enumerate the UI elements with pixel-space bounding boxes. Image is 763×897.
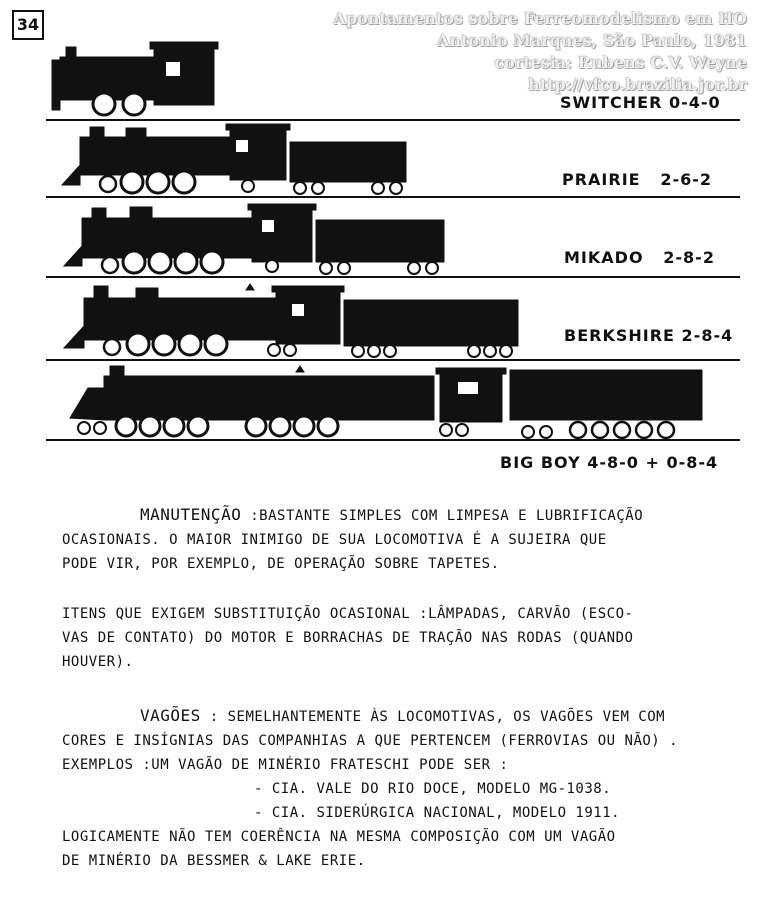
loco-name: SWITCHER — [560, 93, 663, 112]
loco-wheels: 4-8-0 + 0-8-4 — [587, 453, 719, 472]
berkshire-label — [564, 326, 733, 345]
section-heading: VAGÕES — [140, 706, 201, 725]
text-fragment: :BASTANTE SIMPLES COM LIMPESA E LUBRIFICAÇÃO — [241, 508, 644, 524]
loco-wheels: 0-4-0 — [669, 93, 721, 112]
loco-name: BERKSHIRE — [564, 326, 675, 345]
loco-name: MIKADO — [564, 248, 644, 267]
replacement-items-paragraph — [62, 602, 752, 674]
loco-name: BIG BOY — [500, 453, 581, 472]
prairie-label — [562, 170, 712, 189]
text-line — [62, 503, 752, 528]
text-line: VAS DE CONTATO) DO MOTOR E BORRACHAS DE TRAÇÃO NAS RODAS (QUANDO — [62, 630, 634, 646]
big-boy-label — [500, 453, 718, 472]
switcher-silhouette — [52, 42, 218, 115]
text-line: - CIA. SIDERÚRGICA NACIONAL, MODELO 1911. — [254, 805, 621, 821]
loco-name: PRAIRIE — [562, 170, 641, 189]
loco-wheels: 2-6-2 — [660, 170, 712, 189]
text-line: OCASIONAIS. O MAIOR INIMIGO DE SUA LOCOMOTIVA É A SUJEIRA QUE — [62, 532, 607, 548]
loco-wheels: 2-8-2 — [663, 248, 715, 267]
text-line: CORES E INSÍGNIAS DAS COMPANHIAS A QUE PERTENCEM (FERROVIAS OU NÃO) . — [62, 733, 679, 749]
text-line: - CIA. VALE DO RIO DOCE, MODELO MG-1038. — [254, 781, 612, 797]
watermark-line: Apontamentos sobre Ferreomodelismo em HO — [333, 9, 747, 28]
wagons-paragraph — [62, 704, 752, 873]
mikado-silhouette — [64, 204, 444, 274]
maintenance-paragraph — [62, 503, 752, 576]
big-boy-silhouette — [70, 366, 702, 438]
watermark-line: http://vfco.brazilia.jor.br — [528, 75, 747, 94]
loco-wheels: 2-8-4 — [681, 326, 734, 345]
watermark-line: cortesia: Rubens C.V. Weyne — [494, 53, 747, 72]
section-heading: MANUTENÇÃO — [140, 505, 242, 524]
text-line: HOUVER). — [62, 654, 134, 670]
text-line: LOGICAMENTE NÃO TEM COERÊNCIA NA MESMA COMPOSIÇÃO COM UM VAGÃO — [62, 829, 616, 845]
switcher-label — [560, 93, 721, 112]
berkshire-silhouette — [64, 284, 518, 357]
text-line: DE MINÉRIO DA BESSMER & LAKE ERIE. — [62, 853, 366, 869]
prairie-silhouette — [62, 124, 406, 194]
text-line: ITENS QUE EXIGEM SUBSTITUIÇÃO OCASIONAL :LÂMPADAS, CARVÃO (ESCO- — [62, 606, 634, 622]
text-line — [62, 704, 752, 729]
watermark-line: Antonio Marques, São Paulo, 1981 — [437, 31, 747, 50]
text-line: EXEMPLOS :UM VAGÃO DE MINÉRIO FRATESCHI PODE SER : — [62, 757, 509, 773]
text-fragment: : SEMELHANTEMENTE ÀS LOCOMOTIVAS, OS VAGÕES VEM COM — [200, 709, 666, 725]
mikado-label — [564, 248, 715, 267]
text-line: PODE VIR, POR EXEMPLO, DE OPERAÇÃO SOBRE TAPETES. — [62, 556, 500, 572]
page-number: 34 — [12, 10, 44, 40]
